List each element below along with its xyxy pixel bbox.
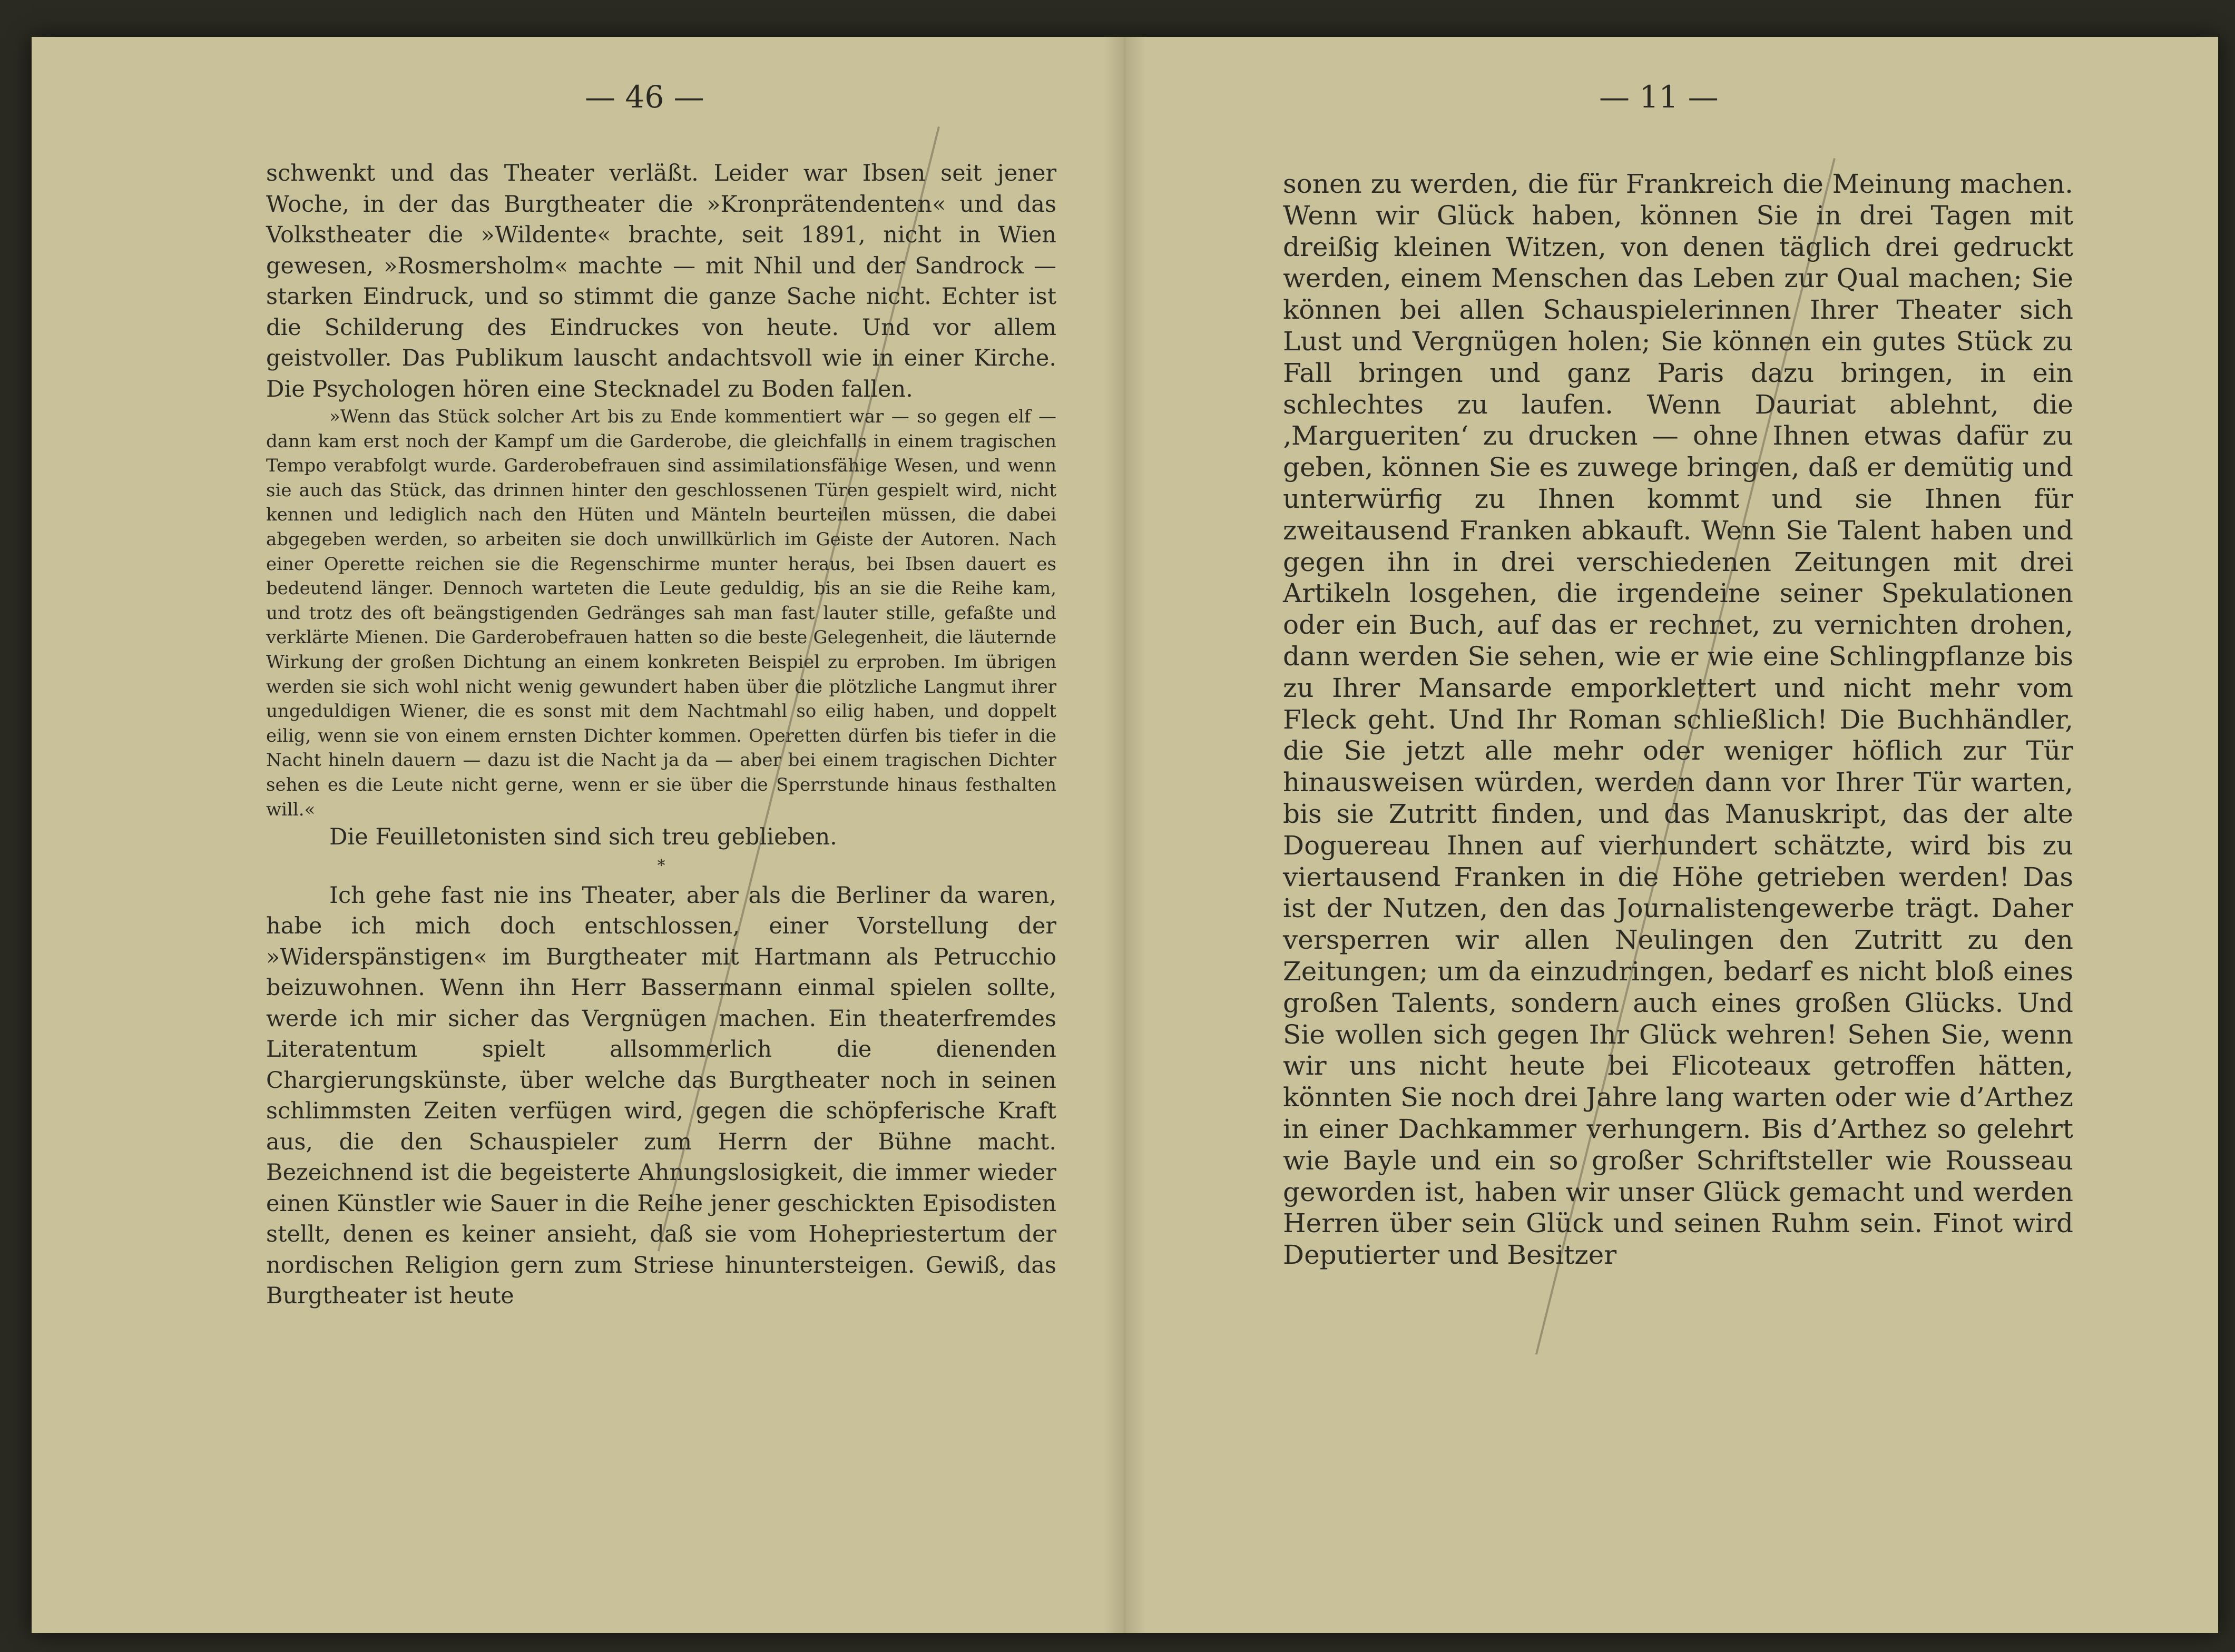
left-final-paragraph: Ich gehe fast nie ins Theater, aber als die Berliner da waren, habe ich mich doch entschlossen, einer Vorstellung der »Widerspänstigen« im Burgtheater mit Hartmann als Petrucchio beizuwohnen. Wenn ihn Herr Bassermann einmal spielen sollte, werde ich mir sicher das Vergnügen machen. Ein theaterfremdes Literatentum spielt allsommerlich die dienenden Chargierungskünste, über welche das Burgtheater noch in seinen schlimmsten Zeiten verfügen wird, gegen die schöpferische Kraft aus, die den Schauspieler zum Herrn der Bühne macht. Bezeichnend ist die begeisterte Ahnungslosigkeit, die immer wieder einen Künstler wie Sauer in die Reihe jener geschickten Episodisten stellt, denen es keiner ansieht, daß sie vom Hohepriestertum der nordischen Religion gern zum Striese hinuntersteigen. Gewiß, das Burgtheater ist heute [266,882,1056,1310]
open-book [32,37,2218,1633]
section-separator: * [657,856,665,875]
right-page-number: — 11 — [1599,79,1719,115]
after-quote-line: Die Feuilletonisten sind sich treu geblieben. [329,824,837,851]
left-page-final-text [266,880,1056,1312]
quote-paragraph: »Wenn das Stück solcher Art bis zu Ende kommentiert war — so gegen elf — dann kam erst noch der Kampf um die Garderobe, die gleichfalls in einem tragischen Tempo verabfolgt wurde. Garderobefrauen sind assimilationsfähige Wesen, und wenn sie auch das Stück, das drinnen hinter den geschlossenen Türen gespielt wird, nicht kennen und lediglich nach den Hüten und Mänteln beurteilen müssen, die dabei abgegeben werden, so arbeiten sie doch unwillkürlich im Geiste der Autoren. Nach einer Operette reichen sie die Regenschirme munter heraus, bei Ibsen dauert es bedeutend länger. Dennoch warteten die Leute geduldig, bis an sie die Reihe kam, und trotz des oft beängstigenden Gedränges sah man fast lauter stille, gefaßte und verklärte Mienen. Die Garderobefrauen hatten so die beste Gelegenheit, die läuternde Wirkung der großen Dichtung an einem konkreten Beispiel zu erproben. Im übrigen werden sie sich wohl nicht wenig gewundert haben über die plötzliche Langmut ihrer ungeduldigen Wiener, die es sonst mit dem Nachtmahl so eilig haben, und doppelt eilig, wenn sie von einem ernsten Dichter kommen. Operetten dürfen bis tiefer in die Nacht hineln dauern — dazu ist die Nacht ja da — aber bei einem tragischen Dichter sehen es die Leute nicht gerne, wenn er sie über die Sperrstunde hinaus festhalten will.« [266,406,1056,820]
left-page-main-text [266,158,1056,405]
right-page-text: sonen zu werden, die für Frankreich die Meinung machen. Wenn wir Glück haben, können Sie in drei Tagen mit dreißig kleinen Witzen, von denen täglich drei gedruckt werden, einem Menschen das Leben zur Qual machen; Sie können bei allen Schauspielerinnen Ihrer Theater sich Lust und Vergnügen holen; Sie können ein gutes Stück zu Fall bringen und ganz Paris dazu bringen, in ein schlechtes zu laufen. Wenn Dauriat ablehnt, die ‚Margueriten‘ zu drucken — ohne Ihnen etwas dafür zu geben, können Sie es zuwege bringen, daß er demütig und unterwürfig zu Ihnen kommt und sie Ihnen für zweitausend Franken abkauft. Wenn Sie Talent haben und gegen ihn in drei verschiedenen Zeitungen mit drei Artikeln losgehen, die irgendeine seiner Spekulationen oder ein Buch, auf das er rechnet, zu vernichten drohen, dann werden Sie sehen, wie er wie eine Schlingpflanze bis zu Ihrer Mansarde emporklettert und nicht mehr vom Fleck geht. Und Ihr Roman schließlich! Die Buchhändler, die Sie jetzt alle mehr oder weniger höflich zur Tür hinausweisen würden, werden dann vor Ihrer Tür warten, bis sie Zutritt finden, und das Manuskript, das der alte Doguereau Ihnen auf vierhundert schätzte, wird bis zu viertausend Franken in die Höhe getrieben werden! Das ist der Nutzen, den das Journalistengewerbe trägt. Daher versperren wir allen Neulingen den Zutritt zu den Zeitungen; um da einzudringen, bedarf es nicht bloß eines großen Talents, sondern auch eines großen Glücks. Und Sie wollen sich gegen Ihr Glück wehren! Sehen Sie, wenn wir uns nicht heute bei Flicoteaux getroffen hätten, könnten Sie noch drei Jahre lang warten oder wie d’Arthez in einer Dachkammer verhungern. Bis d’Arthez so gelehrt wie Bayle und ein so großer Schriftsteller wie Rousseau geworden ist, haben wir unser Glück gemacht und werden Herren über sein Glück und seinen Ruhm sein. Finot wird Deputierter und Besitzer [1283,169,2073,1271]
left-page [266,158,1056,1312]
right-page [1283,169,2073,1271]
left-page-after-quote [266,822,1056,853]
book-spine [1104,37,1146,1633]
left-paragraph-1: schwenkt und das Theater verläßt. Leider war Ibsen seit jener Woche, in der das Burgtheater die »Kronprätendenten« und das Volkstheater die »Wildente« brachte, seit 1891, nicht in Wien gewesen, »Rosmersholm« machte — mit Nhil und der Sandrock — starken Eindruck, und so stimmt die ganze Sache nicht. Echter ist die Schilderung des Eindruckes von heute. Und vor allem geistvoller. Das Publikum lauscht andachtsvoll wie in einer Kirche. Die Psychologen hören eine Stecknadel zu Boden fallen. [266,160,1056,402]
left-page-quote [266,405,1056,822]
left-page-number: — 46 — [585,79,704,115]
